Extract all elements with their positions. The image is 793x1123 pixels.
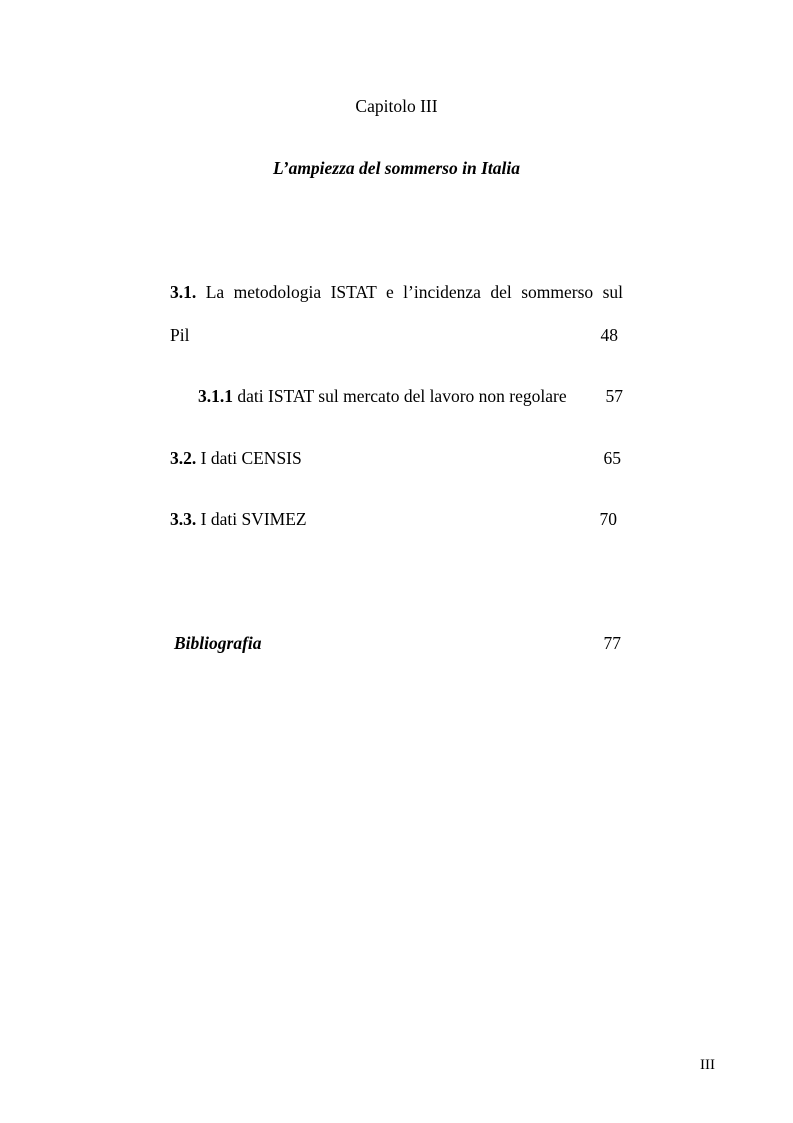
toc-entry-title: I dati SVIMEZ (200, 509, 307, 529)
chapter-label: Capitolo III (355, 96, 438, 116)
toc-entry-3-3 (170, 509, 623, 530)
toc-entry-3-1-line2 (170, 325, 623, 346)
toc-entry-3-2 (170, 448, 623, 469)
page-number: III (700, 1057, 715, 1073)
chapter-title: L’ampiezza del sommerso in Italia (273, 158, 520, 178)
toc-entry-page: 57 (605, 386, 623, 406)
toc-entry-page: 48 (600, 325, 618, 345)
toc-entry-number: 3.2. (170, 448, 197, 468)
toc-entry-title: dati ISTAT sul mercato del lavoro non regolare (237, 386, 567, 406)
toc-entry-title: I dati CENSIS (200, 448, 302, 468)
toc-entry-page: 70 (599, 509, 617, 529)
toc-entry-3-1-line1 (170, 282, 623, 303)
toc-entry-number: 3.3. (170, 509, 197, 529)
toc-entry-title-continuation: Pil (170, 325, 190, 345)
toc-entry-page: 77 (603, 633, 621, 653)
toc-entry-page: 65 (603, 448, 621, 468)
toc-entry-number: 3.1. (170, 282, 197, 302)
bibliography-label: Bibliografia (174, 633, 262, 653)
toc-entry-bibliography (174, 633, 623, 654)
toc-entry-3-1-1 (198, 386, 623, 407)
toc-entry-number: 3.1.1 (198, 386, 233, 406)
toc-entry-title: La metodologia ISTAT e l’incidenza del sommerso sul (205, 282, 624, 302)
